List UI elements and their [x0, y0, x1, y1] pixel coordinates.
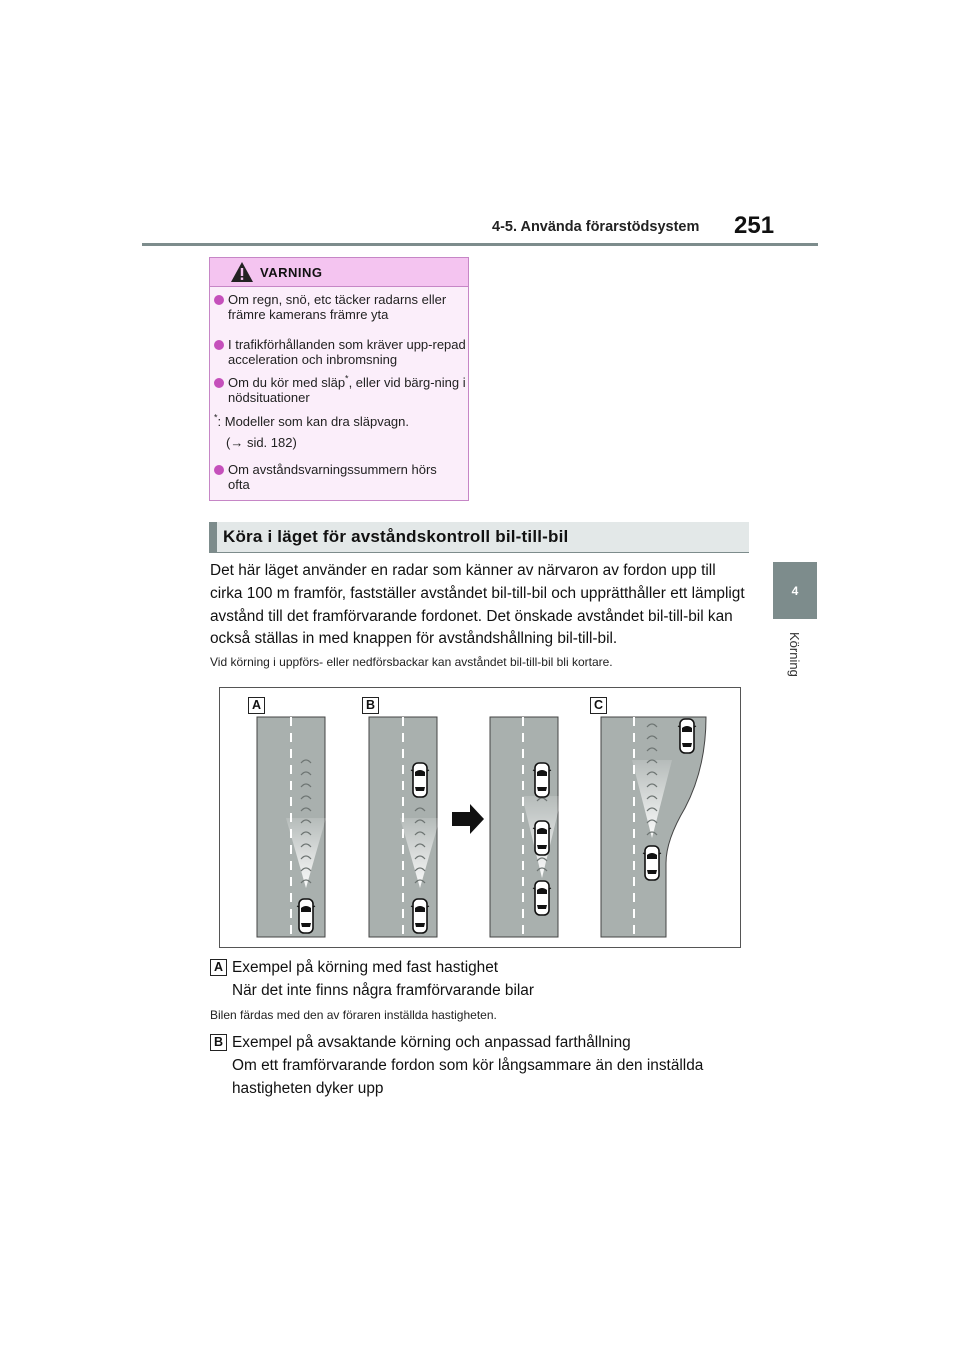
section-heading	[209, 522, 749, 553]
figure-label-a: A	[248, 697, 265, 714]
bullet-icon	[214, 340, 224, 350]
header-section-title: 4-5. Använda förarstödsystem	[492, 219, 700, 235]
item-b-subtitle-line1: Om ett framförvarande fordon som kör långsammare än den inställda	[232, 1057, 704, 1074]
warning-item-text: Om avståndsvarningssummern hörs ofta	[228, 462, 437, 492]
item-a-note: Bilen färdas med den av föraren inställda hastigheten.	[210, 1008, 497, 1022]
item-b-subtitle-line2: hastigheten dyker upp	[232, 1080, 384, 1097]
warning-item-text: Om regn, snö, etc täcker radarns eller främre kamerans främre yta	[228, 292, 447, 322]
body-paragraph: Det här läget använder en radar som känner av närvaron av fordon upp till cirka 100 m framför, fastställer avståndet bil-till-bil och upprätthåller ett lämpligt avstånd till det framförvarande fordonet. Det önskade avståndet bil-till-bil kan också ställas in med knappen för avståndshållning bil-till-bil.	[210, 562, 745, 648]
acc-illustration	[219, 687, 741, 948]
chapter-label: Körning	[787, 632, 802, 677]
warning-item-text-start: Om du kör med släp	[228, 375, 346, 390]
footnote	[214, 414, 464, 429]
section-accent-bar	[209, 522, 217, 553]
warning-item-text	[228, 375, 466, 405]
item-a-subtitle: När det inte finns några framförvarande bilar	[232, 982, 534, 999]
warning-item-text-end: , eller vid bärg-ning i nödsituationer	[228, 375, 466, 405]
warning-title: VARNING	[260, 265, 323, 280]
footnote-asterisk: *	[214, 412, 218, 423]
warning-triangle-icon	[230, 261, 254, 283]
footnote-text: : Modeller som kan dra släpvagn.	[217, 414, 409, 429]
body-note: Vid körning i uppförs- eller nedförsbackar kan avståndet bil-till-bil bli kortare.	[210, 655, 613, 669]
item-label-b: B	[210, 1034, 227, 1051]
footnote-page-reference: (→ sid. 182)	[226, 435, 297, 450]
item-a-title: Exempel på körning med fast hastighet	[232, 959, 499, 976]
figure-label-b: B	[362, 697, 379, 714]
bullet-icon	[214, 295, 224, 305]
asterisk-marker: *	[345, 373, 349, 384]
bullet-icon	[214, 378, 224, 388]
warning-header	[210, 258, 468, 287]
warning-box	[209, 257, 469, 501]
right-arrow-icon	[452, 804, 484, 834]
bullet-icon	[214, 465, 224, 475]
header-divider	[142, 243, 818, 246]
chapter-tab	[773, 562, 817, 619]
item-label-a: A	[210, 959, 227, 976]
item-b-title: Exempel på avsaktande körning och anpassad farthållning	[232, 1034, 631, 1051]
road-diagram	[220, 688, 742, 949]
figure-label-c: C	[590, 697, 607, 714]
warning-item-text: I trafikförhållanden som kräver upp-repad acceleration och inbromsning	[228, 337, 466, 367]
chapter-number: 4	[791, 584, 799, 598]
page-number: 251	[734, 212, 775, 239]
section-title: Köra i läget för avståndskontroll bil-till-bil	[223, 527, 569, 546]
